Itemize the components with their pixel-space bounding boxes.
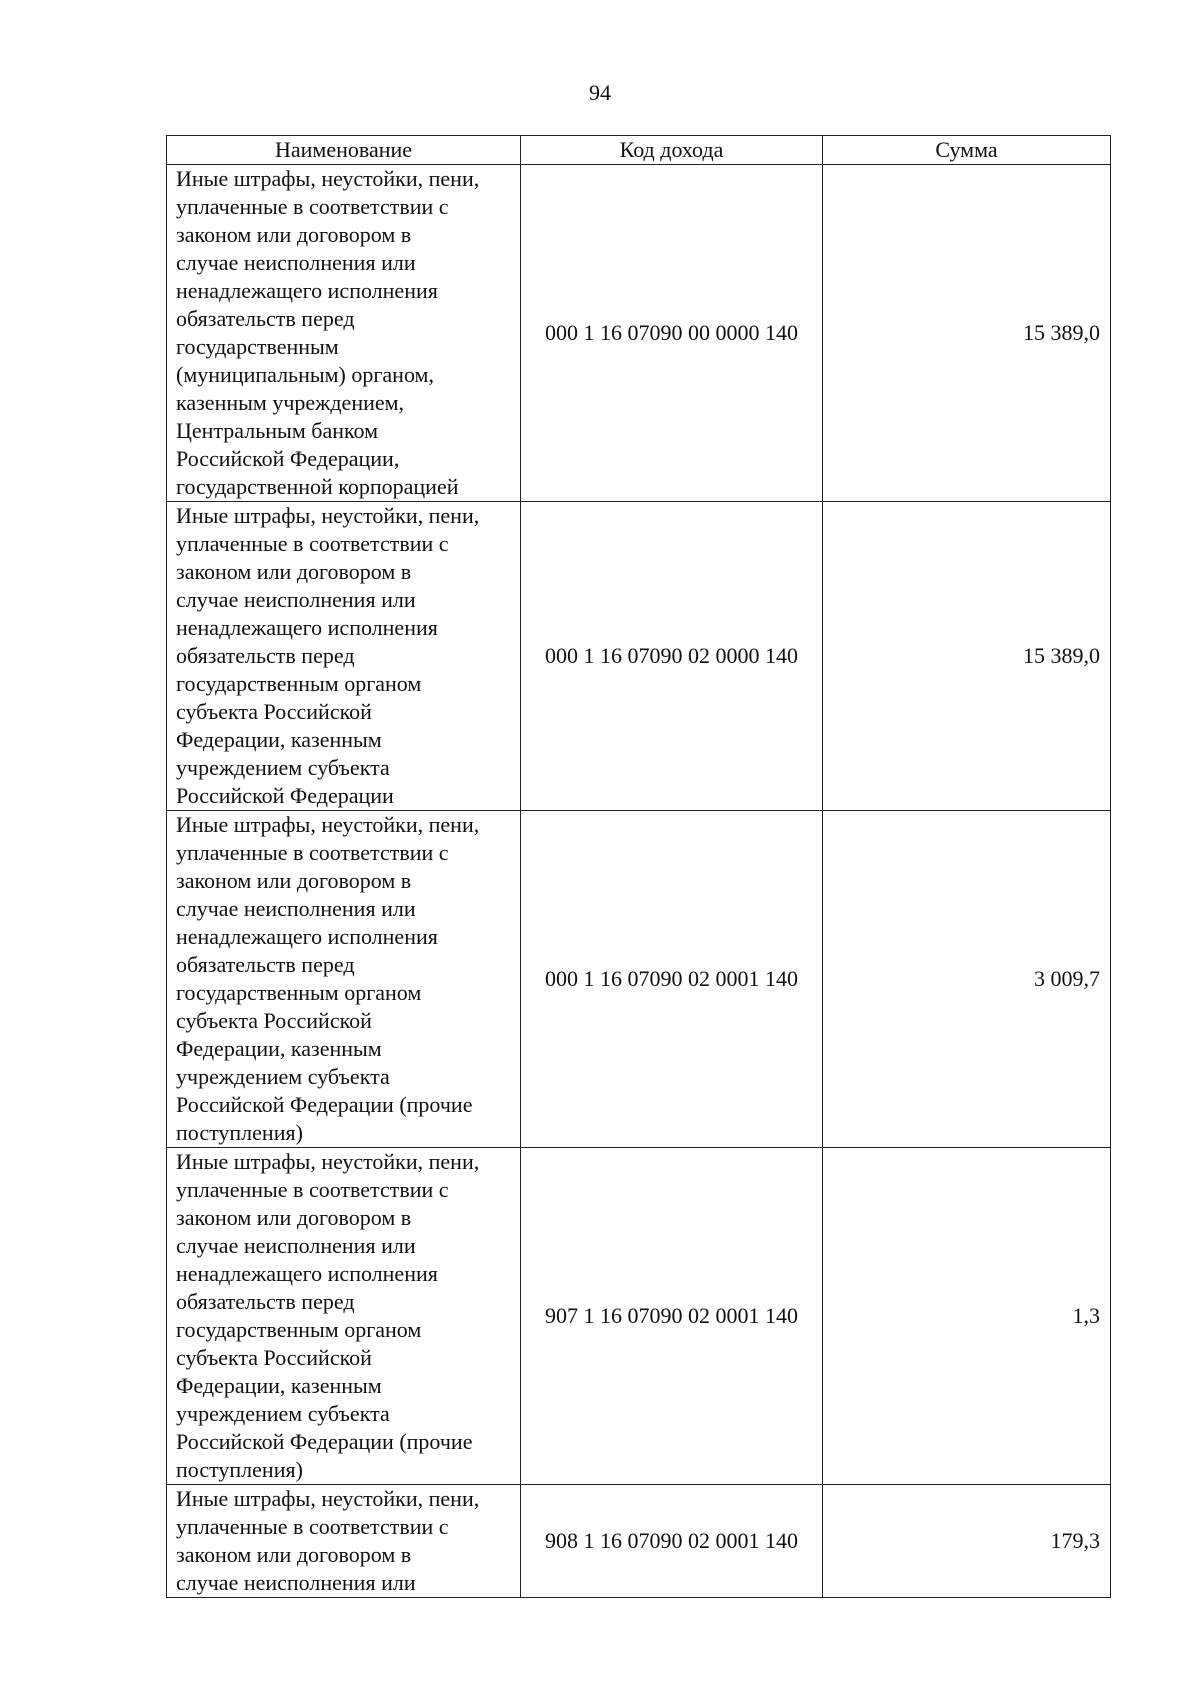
name-line: казенным учреждением, [176,390,405,415]
name-line: случае неисполнения или [176,587,416,612]
name-line: государственным органом [176,1317,422,1342]
cell-name [167,1148,521,1485]
name-line: законом или договором в [176,868,412,893]
name-line: Иные штрафы, неустойки, пени, [176,812,480,837]
name-line: уплаченные в соответствии с [176,1177,449,1202]
table-row [167,811,1111,1148]
cell-sum: 179,3 [823,1485,1111,1598]
cell-code: 907 1 16 07090 02 0001 140 [521,1148,823,1485]
name-line: Иные штрафы, неустойки, пени, [176,166,480,191]
name-line: Центральным банком [176,418,379,443]
name-line: ненадлежащего исполнения [176,615,438,640]
name-line: Российской Федерации (прочие [176,1092,473,1117]
cell-code: 000 1 16 07090 02 0000 140 [521,502,823,811]
page-number: 94 [589,80,611,105]
name-line: Федерации, казенным [176,1373,382,1398]
name-line: субъекта Российской [176,699,372,724]
name-line: ненадлежащего исполнения [176,278,438,303]
name-line: Федерации, казенным [176,727,382,752]
revenue-table [166,135,1111,1598]
name-line: обязательств перед [176,952,355,977]
name-line: поступления) [176,1120,303,1145]
name-line: учреждением субъекта [176,1064,390,1089]
cell-name [167,502,521,811]
table-row [167,165,1111,502]
cell-code: 000 1 16 07090 00 0000 140 [521,165,823,502]
table-header-row [167,136,1111,165]
cell-code: 000 1 16 07090 02 0001 140 [521,811,823,1148]
name-line: уплаченные в соответствии с [176,1514,449,1539]
name-line: обязательств перед [176,306,355,331]
header-name: Наименование [167,136,521,165]
cell-sum: 15 389,0 [823,502,1111,811]
name-line: субъекта Российской [176,1008,372,1033]
name-line: случае неисполнения или [176,1570,416,1595]
name-line: учреждением субъекта [176,1401,390,1426]
name-line: обязательств перед [176,1289,355,1314]
name-line: (муниципальным) органом, [176,362,434,387]
name-line: государственным органом [176,980,422,1005]
name-line: государственной корпорацией [176,474,459,499]
cell-sum: 3 009,7 [823,811,1111,1148]
name-line: государственным органом [176,671,422,696]
table-row [167,502,1111,811]
name-line: уплаченные в соответствии с [176,194,449,219]
name-line: случае неисполнения или [176,1233,416,1258]
header-code: Код дохода [521,136,823,165]
cell-code: 908 1 16 07090 02 0001 140 [521,1485,823,1598]
name-line: законом или договором в [176,222,412,247]
name-line: Иные штрафы, неустойки, пени, [176,503,480,528]
name-line: субъекта Российской [176,1345,372,1370]
table-row [167,1485,1111,1598]
table-row [167,1148,1111,1485]
cell-name [167,1485,521,1598]
name-line: Российской Федерации (прочие [176,1429,473,1454]
header-sum: Сумма [823,136,1111,165]
name-line: законом или договором в [176,559,412,584]
name-line: Иные штрафы, неустойки, пени, [176,1149,480,1174]
name-line: случае неисполнения или [176,896,416,921]
cell-sum: 15 389,0 [823,165,1111,502]
name-line: государственным [176,334,339,359]
cell-name [167,811,521,1148]
name-line: случае неисполнения или [176,250,416,275]
name-line: Иные штрафы, неустойки, пени, [176,1486,480,1511]
name-line: Федерации, казенным [176,1036,382,1061]
cell-sum: 1,3 [823,1148,1111,1485]
name-line: обязательств перед [176,643,355,668]
name-line: уплаченные в соответствии с [176,531,449,556]
name-line: ненадлежащего исполнения [176,924,438,949]
name-line: законом или договором в [176,1205,412,1230]
name-line: Российской Федерации, [176,446,400,471]
name-line: уплаченные в соответствии с [176,840,449,865]
name-line: законом или договором в [176,1542,412,1567]
name-line: учреждением субъекта [176,755,390,780]
name-line: поступления) [176,1457,303,1482]
name-line: ненадлежащего исполнения [176,1261,438,1286]
name-line: Российской Федерации [176,783,394,808]
cell-name [167,165,521,502]
